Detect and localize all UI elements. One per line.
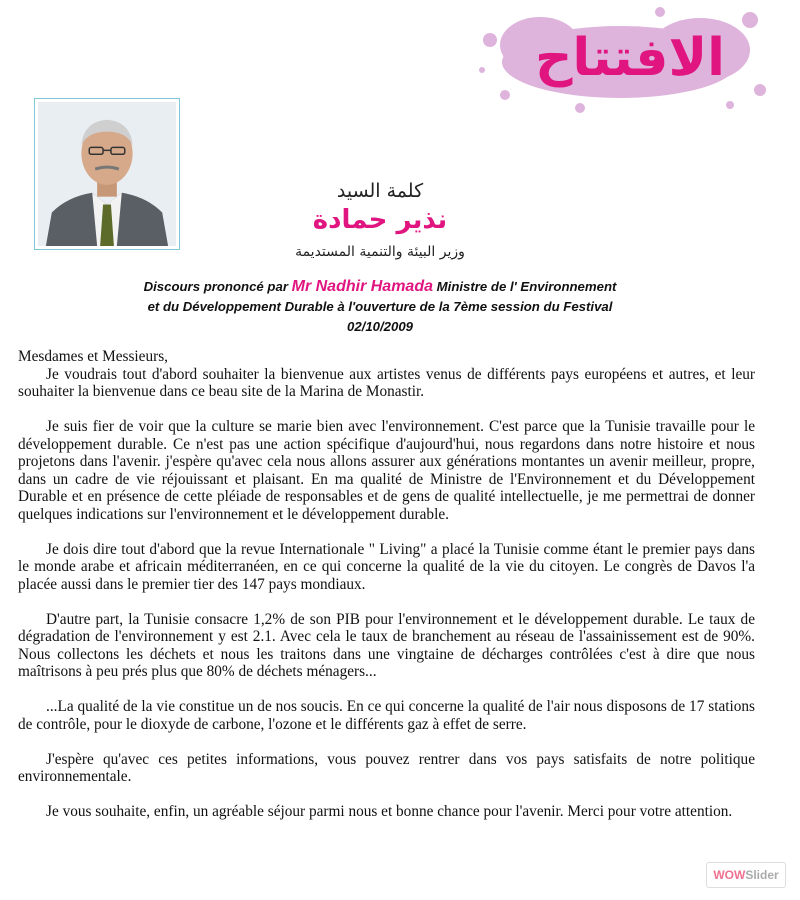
caption-date: 02/10/2009 (346, 319, 413, 334)
caption-line-1 (60, 277, 700, 297)
portrait-photo (34, 98, 180, 250)
speech-caption (60, 277, 700, 337)
speaker-name: نذير حمادة (312, 205, 448, 235)
speech-paragraph: J'espère qu'avec ces petites informations, vous pouvez rentrer dans vos pays satisfaits de notre politique environnementale. (18, 750, 755, 785)
speech-greeting: Mesdames et Messieurs, (18, 348, 168, 365)
speech-paragraph: Je voudrais tout d'abord souhaiter la bienvenue aux artistes venus de différents pays européens et autres, et leur souhaiter la bienvenue dans ce beau site de la Marina de Monastir. (18, 365, 755, 400)
speech-body (18, 348, 755, 838)
caption-line-2: et du Développement Durable à l'ouverture de la 7ème session du Festival (147, 299, 613, 314)
portrait-photo-icon (38, 102, 176, 246)
speech-paragraph: Je vous souhaite, enfin, un agréable séjour parmi nous et bonne chance pour l'avenir. Merci pour votre attention. (46, 803, 733, 820)
speaker-title: وزير البيئة والتنمية المستديمة (295, 244, 465, 260)
caption-suffix: Ministre de l' Environnement (433, 279, 617, 294)
wowslider-watermark (706, 862, 786, 888)
caption-speaker-name: Mr Nadhir Hamada (291, 278, 433, 295)
speech-paragraph: Je suis fier de voir que la culture se marie bien avec l'environnement. C'est parce que la Tunisie travaille pour le développement durable. Ce n'est pas une action spécifique d'aujourd'hui, nous regardons dans notre histoire et nous projetons dans l'avenir. j'espère qu'avec cela nous allons assurer aux générations montantes un avenir meilleur, propre, dans un cadre de vie réjouissant et plaisant. En ma qualité de Ministre de l'Environnement et du Développement Durable et en présence de cette pléiade de responsables et de gens de qualité intellectuelle, je me permettrai de donner quelques indications sur l'environnement et le développement durable. (18, 418, 755, 523)
watermark-part-2: Slider (745, 868, 779, 882)
speech-paragraph: Je dois dire tout d'abord que la revue Internationale " Living" a placé la Tunisie comme étant le premier pays dans le monde arabe et africain méditerranéen, en ce qui concerne la qualité de la vie du citoyen. Le congrès de Davos l'a placée aussi dans le premier tier des 147 pays mondiaux. (18, 540, 755, 593)
caption-prefix: Discours prononcé par (143, 279, 292, 294)
speaker-intro: كلمة السيد (336, 180, 424, 202)
page-heading: الافتتاح (534, 28, 725, 88)
watermark-part-1: WOW (713, 868, 746, 882)
speech-paragraph: ...La qualité de la vie constitue un de nos soucis. En ce qui concerne la qualité de l'air nous disposons de 17 stations de contrôle, pour le dioxyde de carbone, l'ozone et le différents gaz à effet de serre. (18, 698, 755, 733)
speech-paragraph: D'autre part, la Tunisie consacre 1,2% de son PIB pour l'environnement et le développement durable. Le taux de dégradation de l'environnement y est 2.1. Avec cela le taux de branchement au réseau de l'assainissement est de 90%. Nous collectons les déchets et nous les traitons dans une vingtaine de décharges contrôlées c'est à dire que nous maîtrisons à peu prés plus que 80% de déchets ménagers... (18, 610, 755, 680)
